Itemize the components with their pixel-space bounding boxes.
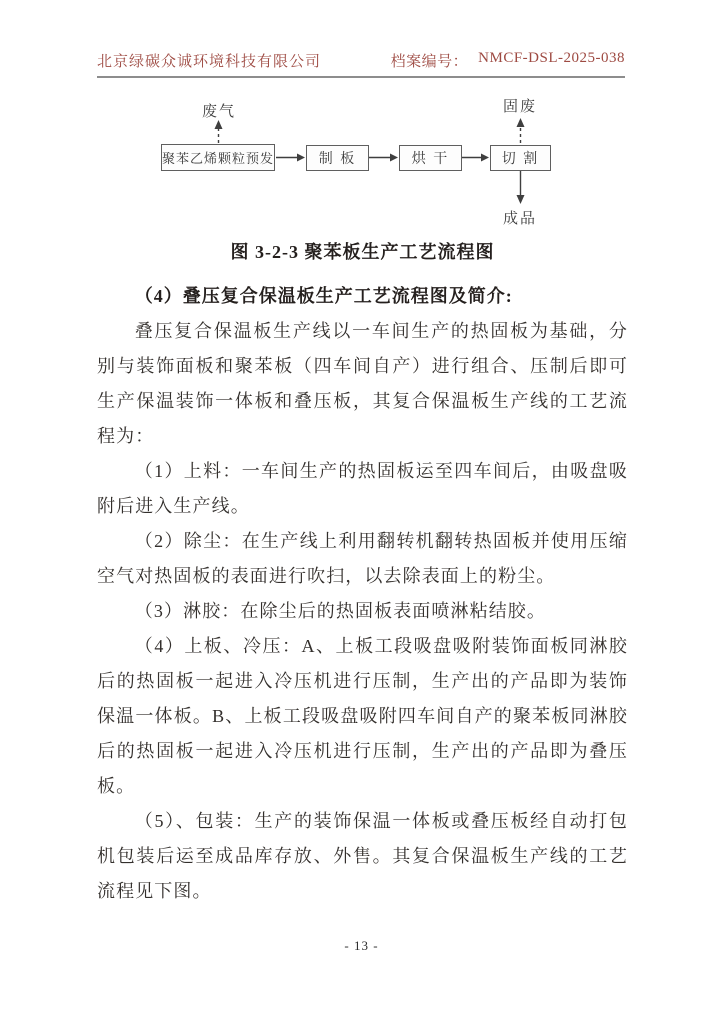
archive-label: 档案编号： bbox=[390, 54, 469, 70]
product-label: 成品 bbox=[502, 211, 537, 227]
figure-caption: 图 3-2-3 聚苯板生产工艺流程图 bbox=[230, 242, 495, 262]
page-number: - 13 - bbox=[344, 938, 379, 953]
company-name: 北京绿碳众诚环境科技有限公司 bbox=[97, 54, 322, 70]
arrow-up-icon bbox=[215, 120, 223, 129]
waste-gas-label: 废气 bbox=[201, 104, 236, 120]
process-flowchart bbox=[0, 0, 723, 235]
paragraph: 叠压复合保温板生产线以一车间生产的热固板为基础，分别与装饰面板和聚苯板（四车间自产）进行组合、压制后即可生产保温装饰一体板和叠压板，其复合保温板生产线的工艺流程为： bbox=[97, 321, 628, 446]
arrow-right-icon bbox=[481, 154, 489, 162]
arrow-right-icon bbox=[297, 154, 305, 162]
flow-node-drying: 烘 干 bbox=[399, 145, 462, 171]
archive-value: NMCF-DSL-2025-038 bbox=[478, 50, 625, 66]
document-body bbox=[97, 238, 628, 909]
paragraph: （5）、包装：生产的装饰保温一体板或叠压板经自动打包机包装后运至成品库存放、外售。其复合保温板生产线的工艺流程见下图。 bbox=[97, 811, 628, 901]
paragraph: （2）除尘：在生产线上利用翻转机翻转热固板并使用压缩空气对热固板的表面进行吹扫，以去除表面上的粉尘。 bbox=[97, 531, 628, 586]
paragraph: （1）上料：一车间生产的热固板运至四车间后，由吸盘吸附后进入生产线。 bbox=[97, 461, 628, 516]
paragraph: （4）上板、冷压：A、上板工段吸盘吸附装饰面板同淋胶后的热固板一起进入冷压机进行压制，生产出的产品即为装饰保温一体板。B、上板工段吸盘吸附四车间自产的聚苯板同淋胶后的热固板一起进入冷压机进行压制，生产出的产品即为叠压板。 bbox=[97, 636, 628, 796]
section-heading: （4）叠压复合保温板生产工艺流程图及简介: bbox=[134, 286, 513, 306]
arrow-down-icon bbox=[517, 195, 525, 204]
flow-node-board-making: 制 板 bbox=[306, 145, 369, 171]
flow-node-pre-expansion: 聚苯乙烯颗粒预发 bbox=[161, 144, 275, 171]
arrow-up-icon bbox=[517, 118, 525, 127]
flow-node-cutting: 切 割 bbox=[490, 145, 551, 171]
solid-waste-label: 固废 bbox=[502, 99, 537, 115]
paragraph: （3）淋胶：在除尘后的热固板表面喷淋粘结胶。 bbox=[134, 601, 546, 621]
arrow-right-icon bbox=[390, 154, 398, 162]
flowchart-arrows bbox=[0, 0, 723, 235]
